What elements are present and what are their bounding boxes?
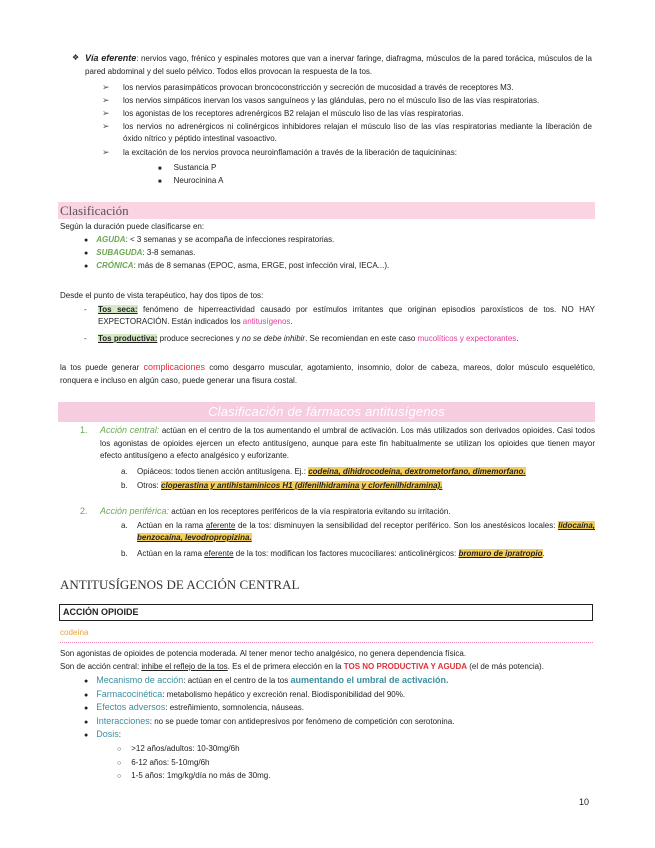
line2-text1: Son de acción central: [60, 662, 142, 671]
tos-productiva-end: . [516, 334, 519, 343]
farmacos-title: Clasificación de fármacos antitusígenos [208, 404, 445, 419]
dot-bullet-icon: ● [84, 732, 89, 739]
rama-eferente-text1: Actúan en la rama [137, 549, 205, 558]
complicaciones-term: complicaciones [143, 362, 205, 372]
tos-productiva-label: Tos productiva: [98, 334, 158, 343]
otros-item [121, 480, 443, 492]
accion-periferica-text: actúan en los receptores periféricos de la vía respiratoria evitando su irritación. [169, 507, 451, 516]
arrow-icon: ➢ [102, 148, 110, 158]
property-text: : estreñimiento, somnolencia, náuseas. [165, 703, 305, 712]
complicaciones-paragraph [60, 361, 595, 387]
sublist-item: Sustancia P [173, 163, 217, 172]
dot-bullet-icon: ● [84, 237, 89, 244]
item-number: 1. [80, 425, 88, 435]
via-eferente-list [102, 82, 592, 160]
list-item: la excitación de los nervios provoca neuroinflamación a través de la liberación de taquicininas: [123, 148, 457, 157]
square-bullet-icon: ■ [158, 179, 162, 185]
line2-text2: . Es el de primera elección en la [227, 662, 344, 671]
accion-opioide-title: ACCIÓN OPIOIDE [63, 607, 139, 617]
arrow-icon: ➢ [102, 83, 110, 93]
sublist-item: Neurocinina A [173, 176, 224, 185]
duration-label: SUBAGUDA [96, 248, 143, 257]
aferente-term: aferente [205, 521, 236, 530]
accion-opioide-box [59, 604, 593, 621]
dot-bullet-icon: ● [84, 263, 89, 270]
tos-productiva-text: produce secreciones y [157, 334, 242, 343]
rama-eferente-end: . [542, 549, 545, 558]
clasificacion-title: Clasificación [60, 203, 129, 218]
eferente-term: eferente [204, 549, 234, 558]
accion-periferica-item [80, 505, 595, 519]
property-text: : [118, 730, 121, 739]
codeina-line1: Son agonistas de opioides de potencia moderada. Al tener menor techo analgésico, no genera dependencia física. [60, 649, 467, 658]
accion-central-item [80, 424, 595, 462]
anestesicos-highlight: lidocaína, benzocaína, levodropropizina. [137, 521, 595, 542]
dash-bullet: - [84, 305, 87, 314]
compl-text-2: como desgarro muscular, agotamiento, insomnio, dolor de cabeza, mareos, dolor músculo esquelético, ronquera e incluso en algún caso, puede generar una fisura costal. [60, 363, 595, 385]
rama-eferente-item [121, 548, 595, 560]
property-label: Efectos adversos [96, 702, 166, 712]
terapeutico-intro: Desde el punto de vista terapéutico, hay dos tipos de tos: [60, 291, 264, 300]
inhibe-reflejo-term: inhibe el reflejo de la tos [141, 662, 228, 671]
tos-productiva-item [84, 333, 595, 345]
duration-text: : < 3 semanas y se acompaña de infecciones respiratorias. [125, 235, 335, 244]
opiaceos-text: Opiáceos: todos tienen acción antitusígena. Ej.: [137, 467, 309, 476]
accion-central-text: actúan en el centro de la tos aumentando el umbral de activación. Los más utilizados son derivados opioides. Casi todos los agonistas de opioides ejercen un efecto antitusígeno, aunque para este fin habitualmente se utilizan los opioides que tienen mayor efecto antitusígeno a efecto analgésico y euforizante. [100, 426, 595, 460]
page-number: 10 [579, 797, 590, 807]
dot-bullet-icon: ● [84, 705, 89, 712]
square-bullet-icon: ■ [158, 166, 162, 172]
farmacos-heading-band [58, 402, 595, 422]
codeina-divider [60, 642, 593, 643]
rama-aferente-text2: de la tos: disminuyen la sensibilidad del receptor periférico. Son los anestésicos locales: [235, 521, 559, 530]
property-extra: aumentando el umbral de activación. [290, 675, 449, 685]
tos-productiva-text2: . Se recomiendan en este caso [305, 334, 418, 343]
rama-aferente-text1: Actúan en la rama [137, 521, 206, 530]
tos-productiva-italic: no se debe inhibir [241, 334, 306, 343]
list-item: los nervios no adrenérgicos ni colinérgicos inhibidores relajan el músculo liso de las vías respiratorias mediante la liberación de óxido nítrico y péptido intestinal vasoactivo. [123, 122, 592, 143]
dot-bullet-icon: ● [84, 250, 89, 257]
clasificacion-heading-band [58, 202, 595, 219]
list-item: los agonistas de los receptores adrenérgicos B2 relajan el músculo liso de las vías respiratorias. [123, 109, 464, 118]
line2-text3: (el de más potencia). [467, 662, 544, 671]
property-text: : no se puede tomar con antidepresivos por fenómeno de competición con serotonina. [149, 716, 455, 726]
tos-seca-text: fenómeno de hiperreactividad causado por estímulos irritantes que originan episodios paroxísticos de tos. NO HAY EXPECTORACIÓN. Están indicados los [98, 305, 595, 326]
property-text: : metabolismo hepático y excreción renal. Biodisponibilidad del 90%. [162, 689, 406, 699]
via-eferente-title: Vía eferente [85, 53, 137, 63]
tos-no-productiva-term: TOS NO PRODUCTIVA Y AGUDA [343, 662, 468, 671]
ipratropio-highlight: bromuro de ipratropio [458, 549, 543, 558]
dot-bullet-icon: ● [84, 718, 89, 726]
dosis-item: 6-12 años: 5-10mg/6h [131, 757, 210, 767]
otros-text: Otros: [137, 481, 162, 490]
via-eferente-paragraph [72, 52, 593, 78]
circle-bullet-icon: ○ [117, 746, 122, 753]
codeina-line2 [60, 661, 544, 673]
dash-bullet: - [84, 334, 87, 343]
rama-eferente-text2: de la tos: modifican los factores mucociliares: anticolinérgicos: [233, 549, 459, 558]
taquicininas-sublist [158, 162, 223, 188]
letter-marker: b. [121, 481, 128, 490]
circle-bullet-icon: ○ [117, 759, 122, 767]
property-label: Farmacocinética [96, 688, 163, 699]
accion-central-label: Acción central: [100, 425, 160, 435]
antitusigenos-heading: ANTITUSÍGENOS DE ACCIÓN CENTRAL [60, 577, 300, 592]
list-item: los nervios simpáticos inervan los vasos sanguíneos y las glándulas, pero no el músculo liso de las vías respiratorias. [123, 96, 540, 105]
dosis-sublist [117, 743, 270, 784]
accion-periferica-label: Acción periférica: [100, 506, 170, 516]
arrow-icon: ➢ [102, 96, 110, 106]
letter-marker: b. [121, 549, 128, 558]
compl-text-1: la tos puede generar [60, 363, 144, 372]
codeina-properties-list [84, 674, 454, 742]
property-label: Interacciones [96, 715, 150, 726]
letter-marker: a. [121, 521, 128, 530]
mucoliticos-term: mucolíticos y expectorantes [417, 334, 517, 343]
codeina-label: codeína [60, 628, 89, 637]
dot-bullet-icon: ● [84, 678, 89, 685]
duration-list [84, 234, 389, 273]
item-number: 2. [80, 506, 88, 516]
property-label: Dosis [96, 729, 119, 739]
clasificacion-intro: Según la duración puede clasificarse en: [60, 222, 205, 231]
property-label: Mecanismo de acción [96, 675, 184, 685]
duration-label: CRÓNICA [96, 261, 134, 270]
duration-text: : más de 8 semanas (EPOC, asma, ERGE, post infección viral, IECA...). [133, 261, 390, 270]
dosis-item: >12 años/adultos: 10-30mg/6h [131, 744, 240, 753]
arrow-icon: ➢ [102, 122, 110, 132]
opiaceos-drugs-highlight: codeína, dihidrocodeína, dextrometorfano, dimemorfano. [308, 467, 526, 476]
tos-seca-item [84, 304, 595, 328]
antitusigenos-term: antitusígenos [242, 317, 291, 326]
letter-marker: a. [121, 467, 128, 476]
dot-bullet-icon: ● [84, 691, 89, 699]
via-eferente-text: : nervios vago, frénico y espinales motores que van a inervar faringe, diafragma, músculos de la pared torácica, músculos de la pared abdominal y del suelo pélvico. Todos ellos provocan la respuesta de la tos. [85, 54, 593, 76]
tos-seca-label: Tos seca: [98, 305, 138, 314]
opiaceos-item [121, 466, 526, 478]
circle-bullet-icon: ○ [117, 773, 122, 780]
dosis-item: 1-5 años: 1mg/kg/día no más de 30mg. [131, 771, 271, 780]
tos-seca-end: . [290, 317, 293, 326]
arrow-icon: ➢ [102, 109, 110, 119]
list-item: los nervios parasimpáticos provocan broncoconstricción y secreción de mucosidad a través de receptores M3. [123, 83, 514, 92]
property-text: : actúan en el centro de la tos [183, 676, 291, 685]
duration-text: : 3-8 semanas. [142, 248, 196, 257]
diamond-bullet-icon: ❖ [72, 53, 80, 62]
duration-label: AGUDA [96, 235, 126, 244]
rama-aferente-item [121, 520, 595, 544]
otros-drugs-highlight: cloperastina y antihistamínicos H1 (difenilhidramina y clorfenilhidramina). [161, 481, 443, 490]
